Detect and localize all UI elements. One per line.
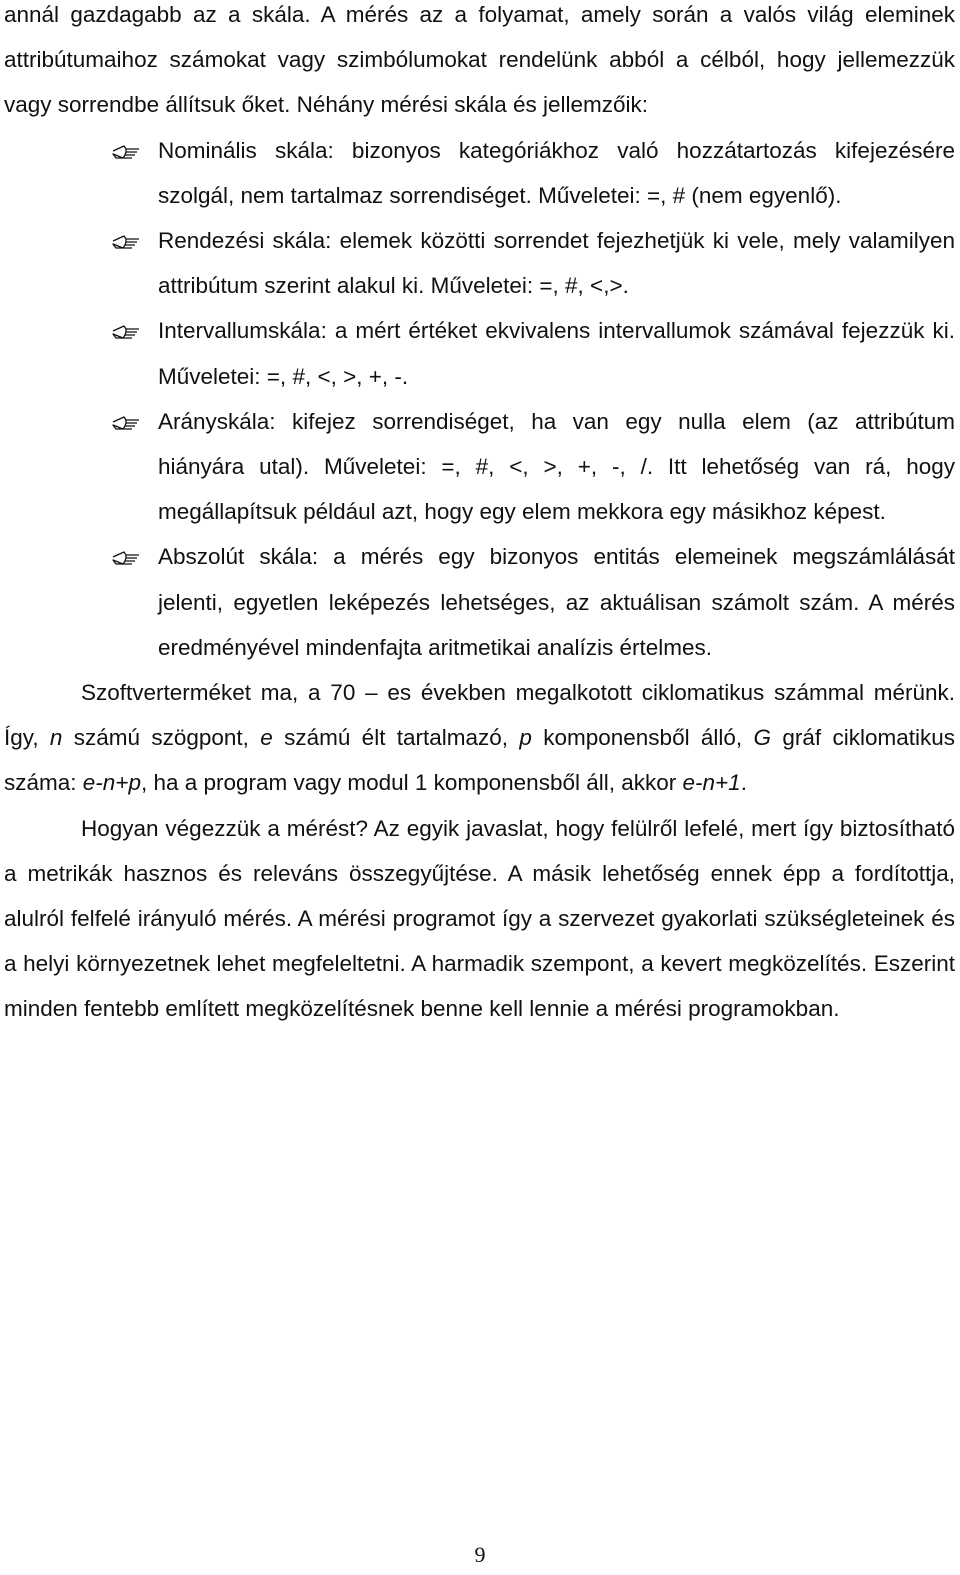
scale-item-text: Arányskála: kifejez sorrendiséget, ha van egy nulla elem (az attribútum hiányára utal). Műveletei: =, #, <, >, +, -, /. Itt lehetőség van rá, hogy megállapítsuk például azt, hogy egy elem mekkora egy másikhoz képest. [158, 408, 955, 525]
cyclomatic-text: komponensből álló, [531, 725, 754, 751]
cyclomatic-paragraph [4, 670, 955, 806]
variable-p: p [519, 725, 532, 751]
variable-e: e [260, 725, 273, 751]
pointing-hand-icon [112, 323, 142, 341]
measurement-paragraph: Hogyan végezzük a mérést? Az egyik javaslat, hogy felülről lefelé, mert így biztosítható a metrikák hasznos és releváns összegyűjtése. A másik lehetőség ennek épp a fordítottja, alulról felfelé irányuló mérés. A mérési programot így a szervezet gyakorlati szükségleteinek és a helyi környezetnek lehet megfeleltetni. A harmadik szempont, a kevert megközelítés. Eszerint minden fentebb említett megközelítésnek benne kell lennie a mérési programokban. [4, 815, 955, 1022]
scale-list [4, 128, 955, 670]
pointing-hand-icon [112, 414, 142, 432]
scale-item-interval [4, 308, 955, 398]
cyclomatic-text: , ha a program vagy modul 1 komponensből áll, akkor [140, 770, 683, 796]
intro-paragraph: annál gazdagabb az a skála. A mérés az a folyamat, amely során a valós világ eleminek attribútumaihoz számokat vagy szimbólumokat rendelünk abból a célból, hogy jellemezzük vagy sorrendbe állítsuk őket. Néhány mérési skála és jellemzőik: [4, 2, 955, 118]
cyclomatic-text: számú élt tartalmazó, [272, 725, 520, 751]
cyclomatic-text: gráf ciklomatikus száma: [4, 725, 955, 796]
variable-n: n [49, 725, 63, 751]
cyclomatic-text: . [740, 770, 747, 796]
formula-single-component: e-n+1 [682, 770, 741, 796]
pointing-hand-icon [112, 233, 142, 251]
document-page [4, 0, 955, 1032]
scale-item-text: Nominális skála: bizonyos kategóriákhoz való hozzátartozás kifejezésére szolgál, nem tartalmaz sorrendiséget. Műveletei: =, # (nem egyenlő). [158, 137, 955, 208]
scale-item-text: Rendezési skála: elemek közötti sorrendet fejezhetjük ki vele, mely valamilyen attribútum szerint alakul ki. Műveletei: =, #, <,>. [158, 228, 955, 299]
pointing-hand-icon [112, 549, 142, 567]
scale-item-text: Abszolút skála: a mérés egy bizonyos entitás elemeinek megszámlálását jelenti, egyetlen leképezés lehetséges, az aktuálisan számolt szám. A mérés eredményével mindenfajta aritmetikai analízis értelmes. [158, 544, 955, 660]
scale-item-text: Intervallumskála: a mért értéket ekvivalens intervallumok számával fejezzük ki. Műveletei: =, #, <, >, +, -. [158, 318, 955, 389]
formula-general: e-n+p [82, 770, 141, 796]
pointing-hand-icon [112, 143, 142, 161]
cyclomatic-text: számú szögpont, [62, 725, 261, 751]
page-number: 9 [474, 1542, 486, 1567]
scale-item-absolute [4, 534, 955, 670]
scale-item-ordinal [4, 218, 955, 308]
scale-item-nominal [4, 128, 955, 218]
variable-g: G [753, 725, 772, 751]
cyclomatic-text: Szoftverterméket ma, a 70 – es években megalkotott ciklomatikus számmal mérünk. Így, [4, 680, 955, 751]
scale-item-ratio [4, 399, 955, 535]
